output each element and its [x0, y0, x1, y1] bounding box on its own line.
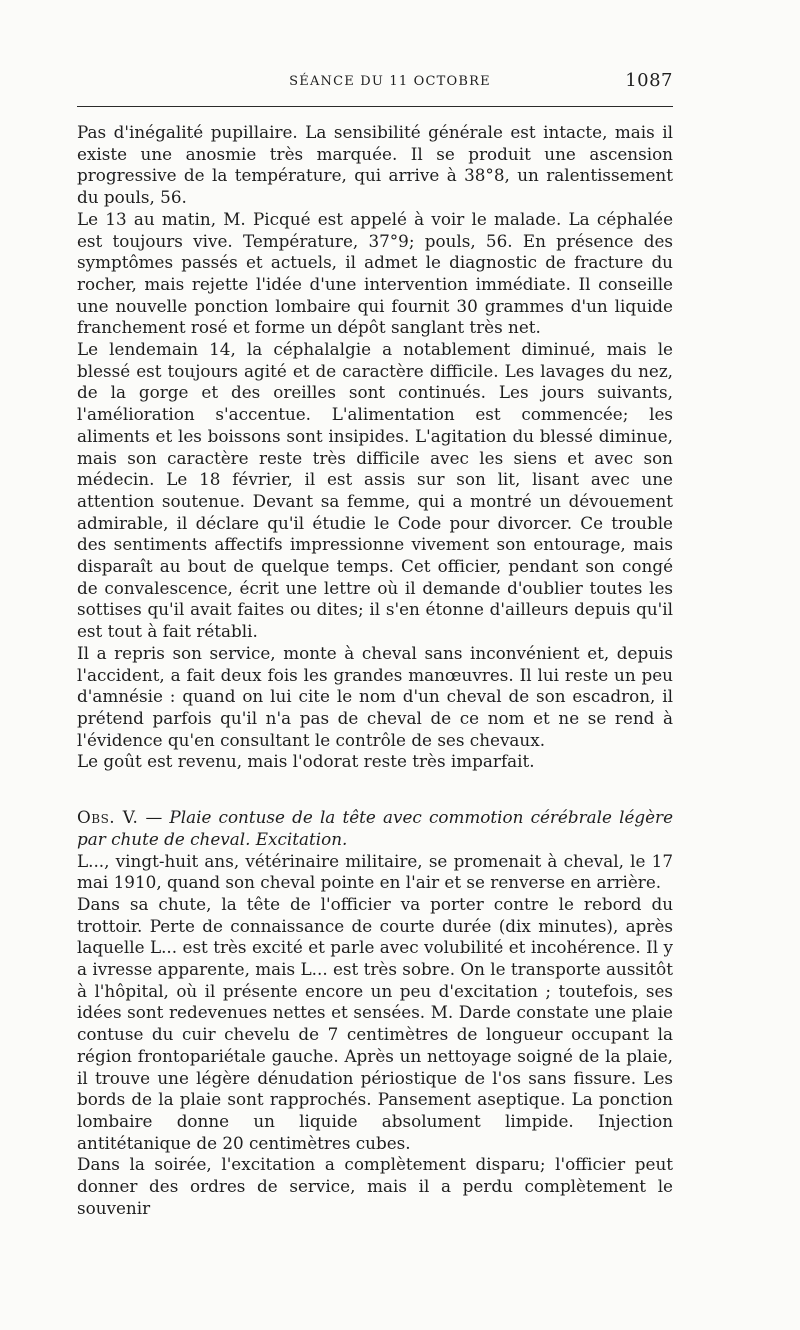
- page-number: 1087: [625, 70, 673, 91]
- header-rule: [77, 106, 673, 107]
- paragraph: Dans sa chute, la tête de l'officier va porter contre le rebord du trottoir. Perte de connaissance de courte durée (dix minutes), après laquelle L... est très excité et parle avec volubilité et incohérence. Il y a ivresse apparente, mais L... est très sobre. On le transporte aussitôt à l'hôpital, où il présente encore un peu d'excitation ; toutefois, ses idées sont redevenues nettes et sensées. M. Darde constate une plaie contuse du cuir chevelu de 7 centimètres de longueur occupant la région frontopariétale gauche. Après un nettoyage soigné de la plaie, il trouve une légère dénudation périostique de l'os sans fissure. Les bords de la plaie sont rapprochés. Pansement aseptique. La ponction lombaire donne un liquide absolument limpide. Injection antitétanique de 20 centimètres cubes.: [77, 893, 673, 1153]
- paragraph: Il a repris son service, monte à cheval sans inconvénient et, depuis l'accident, a fait deux fois les grandes manœuvres. Il lui reste un peu d'amnésie : quand on lui cite le nom d'un cheval de son escadron, il prétend parfois qu'il n'a pas de cheval de ce nom et ne se rend à l'évidence qu'en consultant le contrôle de ses chevaux.: [77, 642, 673, 750]
- running-head: SÉANCE DU 11 OCTOBRE: [289, 74, 491, 89]
- paragraph: Pas d'inégalité pupillaire. La sensibilité générale est intacte, mais il existe une anosmie très marquée. Il se produit une ascension progressive de la température, qui arrive à 38°8, un ralentissement du pouls, 56.: [77, 122, 673, 208]
- observation-title: Plaie contuse de la tête avec commotion cérébrale légère par chute de cheval. Excitation.: [77, 807, 673, 849]
- observation-dash: —: [138, 807, 170, 828]
- paragraph: Le goût est revenu, mais l'odorat reste très imparfait.: [77, 751, 535, 772]
- page-header: [77, 60, 673, 96]
- paragraph: Le lendemain 14, la céphalalgie a notablement diminué, mais le blessé est toujours agité et de caractère difficile. Les lavages du nez, de la gorge et des oreilles sont continués. Les jours suivants, l'amélioration s'accentue. L'alimentation est commencée; les aliments et les boissons sont insipides. L'agitation du blessé diminue, mais son caractère reste très difficile avec les siens et avec son médecin. Le 18 février, il est assis sur son lit, lisant avec une attention soutenue. Devant sa femme, qui a montré un dévouement admirable, il déclare qu'il étudie le Code pour divorcer. Ce trouble des sentiments affectifs impressionne vivement son entourage, mais disparaît au bout de quelque temps. Cet officier, pendant son congé de convalescence, écrit une lettre où il demande d'oublier toutes les sottises qu'il avait faites ou dites; il s'en étonne d'ailleurs depuis qu'il est tout à fait rétabli.: [77, 339, 673, 642]
- paragraph: L..., vingt-huit ans, vétérinaire militaire, se promenait à cheval, le 17 mai 1910, quand son cheval pointe en l'air et se renverse en arrière.: [77, 850, 673, 893]
- observation-label: Obs. V.: [77, 807, 139, 828]
- book-page: [77, 60, 673, 1219]
- paragraph: Le 13 au matin, M. Picqué est appelé à voir le malade. La céphalée est toujours vive. Température, 37°9; pouls, 56. En présence des symptômes passés et actuels, il admet le diagnostic de fracture du rocher, mais rejette l'idée d'une intervention immédiate. Il conseille une nouvelle ponction lombaire qui fournit 30 grammes d'un liquide franchement rosé et forme un dépôt sanglant très net.: [77, 208, 673, 338]
- observation-heading: [77, 807, 673, 850]
- body-text: [77, 122, 673, 1219]
- paragraph: Dans la soirée, l'excitation a complètement disparu; l'officier peut donner des ordres de service, mais il a perdu complètement le souvenir: [77, 1154, 673, 1218]
- section-gap: [77, 773, 673, 807]
